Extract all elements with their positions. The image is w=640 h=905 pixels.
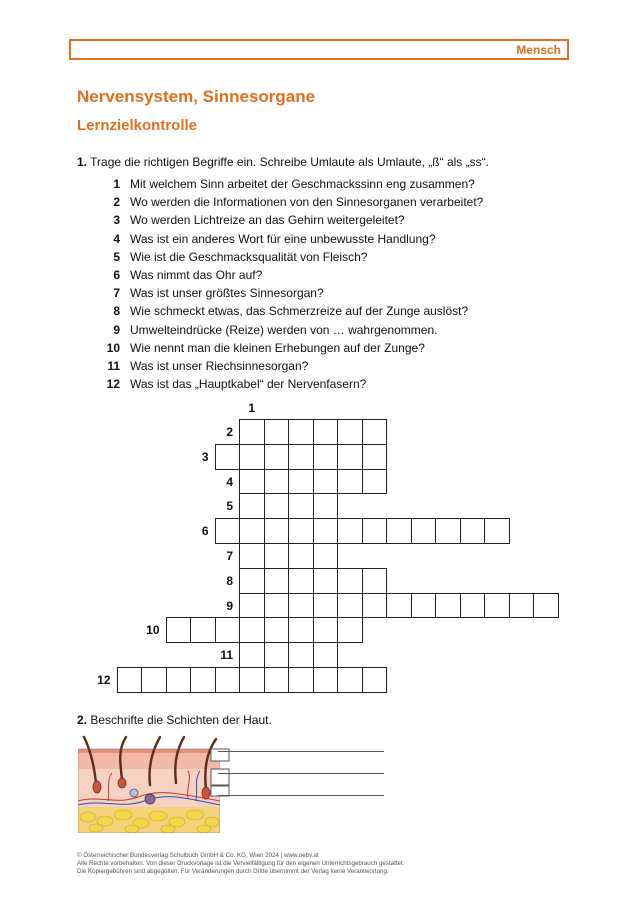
crossword-cell[interactable] — [337, 667, 363, 693]
crossword-cell[interactable] — [386, 518, 412, 544]
crossword-cell[interactable] — [288, 518, 314, 544]
crossword-cell[interactable] — [215, 617, 241, 643]
task1-text: Trage die richtigen Begriffe ein. Schreibe Umlaute als Umlaute, „ß“ als „ss“. — [90, 155, 489, 169]
crossword-cell[interactable] — [313, 518, 339, 544]
task1-instruction — [77, 155, 489, 169]
crossword-cell[interactable] — [386, 593, 412, 619]
crossword-row-number: 7 — [226, 549, 233, 563]
crossword-cell[interactable] — [264, 518, 290, 544]
crossword-cell[interactable] — [362, 444, 388, 470]
crossword-cell[interactable] — [239, 543, 265, 569]
crossword-cell[interactable] — [313, 617, 339, 643]
question-number: 7 — [113, 286, 120, 301]
skin-label-line-3[interactable] — [218, 795, 384, 796]
question-number: 4 — [113, 231, 120, 246]
task2-instruction — [77, 713, 272, 727]
question-text: Wo werden Lichtreize an das Gehirn weitergeleitet? — [130, 213, 405, 228]
crossword-cell[interactable] — [362, 667, 388, 693]
crossword-cell[interactable] — [141, 667, 167, 693]
skin-label-line-2[interactable] — [218, 773, 384, 774]
crossword-cell[interactable] — [337, 593, 363, 619]
question-text: Was ist unser größtes Sinnesorgan? — [130, 286, 324, 301]
crossword-cell[interactable] — [264, 593, 290, 619]
question-text: Was ist unser Riechsinnesorgan? — [130, 359, 309, 373]
crossword-cell[interactable] — [362, 593, 388, 619]
page-title: Nervensystem, Sinnesorgane — [77, 87, 316, 106]
question-text: Was nimmt das Ohr auf? — [130, 268, 263, 282]
crossword-cell[interactable] — [313, 568, 339, 594]
crossword-cell[interactable] — [264, 419, 290, 445]
crossword-cell[interactable] — [362, 419, 388, 445]
footer-line-3: Die Kopiergebühren sind abgegolten. Für Veränderungen durch Dritte übernimmt der Verlag keine Verantwortung. — [77, 868, 389, 875]
question-number: 8 — [113, 304, 120, 319]
skin-cross-section-illustration — [78, 735, 220, 833]
crossword-column-label: 1 — [248, 401, 255, 415]
crossword-cell[interactable] — [533, 593, 559, 619]
question-number: 6 — [113, 268, 120, 282]
footer-line-2: Alle Rechte vorbehalten. Von dieser Druckvorlage ist die Vervielfältigung für den eigenen Unterrichtsgebrauch gestattet. — [77, 860, 405, 867]
crossword-row-number: 6 — [201, 524, 209, 539]
page-subtitle: Lernzielkontrolle — [77, 117, 198, 134]
crossword-cell[interactable] — [362, 568, 388, 594]
crossword-cell[interactable] — [460, 593, 486, 619]
crossword-cell[interactable] — [411, 593, 437, 619]
crossword-cell[interactable] — [411, 518, 437, 544]
crossword-cell[interactable] — [239, 518, 265, 544]
crossword-cell[interactable] — [288, 593, 314, 619]
crossword-cell[interactable] — [337, 568, 363, 594]
crossword-cell[interactable] — [337, 617, 363, 643]
crossword-cell[interactable] — [239, 642, 265, 668]
crossword-cell[interactable] — [337, 469, 363, 495]
question-text: Was ist das „Hauptkabel“ der Nervenfasern? — [130, 377, 367, 392]
crossword-cell[interactable] — [288, 543, 314, 569]
question-number: 11 — [107, 359, 120, 373]
crossword-cell[interactable] — [264, 568, 290, 594]
question-number: 1 — [113, 177, 120, 191]
crossword-cell[interactable] — [288, 469, 314, 495]
crossword-cell[interactable] — [337, 419, 363, 445]
crossword-cell[interactable] — [288, 444, 314, 470]
footer — [77, 852, 404, 876]
crossword-row-number: 8 — [226, 573, 233, 588]
crossword-cell[interactable] — [362, 469, 388, 495]
subject-label: Mensch — [516, 43, 561, 57]
crossword-cell[interactable] — [313, 444, 339, 470]
crossword-cell[interactable] — [264, 543, 290, 569]
skin-label-line-1[interactable] — [218, 751, 384, 752]
crossword-row-number: 4 — [226, 474, 233, 489]
crossword-cell[interactable] — [288, 568, 314, 594]
crossword-cell[interactable] — [264, 493, 290, 519]
crossword-cell[interactable] — [264, 642, 290, 668]
question-number: 10 — [106, 340, 120, 355]
crossword-cell[interactable] — [190, 617, 216, 643]
crossword-cell[interactable] — [484, 518, 510, 544]
crossword-cell[interactable] — [239, 419, 265, 445]
question-text: Wie schmeckt etwas, das Schmerzreize auf der Zunge auslöst? — [130, 304, 469, 319]
question-number: 9 — [113, 322, 120, 337]
header-bar — [69, 39, 569, 60]
crossword-cell[interactable] — [288, 667, 314, 693]
crossword-cell[interactable] — [313, 419, 339, 445]
crossword-cell[interactable] — [239, 593, 265, 619]
crossword-cell[interactable] — [313, 667, 339, 693]
crossword-cell[interactable] — [313, 493, 339, 519]
crossword-row-number: 12 — [97, 673, 111, 687]
crossword-cell[interactable] — [288, 493, 314, 519]
crossword-cell[interactable] — [313, 543, 339, 569]
question-number: 2 — [113, 195, 120, 210]
crossword-cell[interactable] — [288, 617, 314, 643]
crossword-row-number: 2 — [226, 425, 233, 439]
crossword-cell[interactable] — [264, 667, 290, 693]
crossword-cell[interactable] — [337, 518, 363, 544]
crossword-row-number: 11 — [220, 648, 233, 663]
task1-number: 1. — [77, 155, 88, 169]
crossword-cell[interactable] — [215, 667, 241, 693]
crossword-cell[interactable] — [313, 593, 339, 619]
crossword-cell[interactable] — [435, 593, 461, 619]
crossword-cell[interactable] — [288, 419, 314, 445]
crossword-cell[interactable] — [337, 444, 363, 470]
task2-text: Beschrifte die Schichten der Haut. — [90, 713, 272, 727]
crossword-cell[interactable] — [484, 593, 510, 619]
crossword-cell[interactable] — [264, 469, 290, 495]
crossword-cell[interactable] — [460, 518, 486, 544]
crossword-cell[interactable] — [239, 469, 265, 495]
footer-line-1: © Österreichischer Bundesverlag Schulbuch GmbH & Co. KG, Wien 2024 | www.oebv.at — [77, 852, 319, 859]
crossword-cell[interactable] — [166, 617, 192, 643]
crossword-row-number: 5 — [226, 499, 233, 514]
crossword-cell[interactable] — [264, 444, 290, 470]
crossword-row-number: 10 — [146, 623, 160, 638]
crossword-cell[interactable] — [288, 642, 314, 668]
task2-number: 2. — [77, 713, 88, 727]
crossword-cell[interactable] — [313, 642, 339, 668]
crossword-cell[interactable] — [239, 667, 265, 693]
question-text: Wie ist die Geschmacksqualität von Fleisch? — [130, 249, 368, 264]
crossword-cell[interactable] — [190, 667, 216, 693]
crossword-cell[interactable] — [215, 518, 241, 544]
question-text: Umwelteindrücke (Reize) werden von … wahrgenommen. — [130, 322, 438, 337]
question-number: 3 — [113, 213, 120, 228]
crossword-cell[interactable] — [239, 568, 265, 594]
question-number: 5 — [113, 249, 120, 264]
crossword-cell[interactable] — [239, 617, 265, 643]
crossword-cell[interactable] — [435, 518, 461, 544]
crossword-cell[interactable] — [117, 667, 143, 693]
crossword-cell[interactable] — [313, 469, 339, 495]
question-text: Was ist ein anderes Wort für eine unbewusste Handlung? — [130, 231, 436, 246]
crossword-cell[interactable] — [239, 493, 265, 519]
crossword-cell[interactable] — [264, 617, 290, 643]
crossword-cell[interactable] — [509, 593, 535, 619]
skin-label-leaders — [210, 748, 386, 800]
question-text: Mit welchem Sinn arbeitet der Geschmackssinn eng zusammen? — [130, 177, 475, 191]
question-number: 12 — [106, 377, 120, 392]
crossword-cell[interactable] — [215, 444, 241, 470]
crossword-cell[interactable] — [166, 667, 192, 693]
crossword-row-number: 3 — [201, 449, 209, 464]
crossword-cell[interactable] — [239, 444, 265, 470]
crossword-cell[interactable] — [362, 518, 388, 544]
question-text: Wie nennt man die kleinen Erhebungen auf der Zunge? — [130, 340, 425, 355]
crossword-row-number: 9 — [226, 598, 233, 613]
question-text: Wo werden die Informationen von den Sinnesorganen verarbeitet? — [130, 195, 484, 210]
